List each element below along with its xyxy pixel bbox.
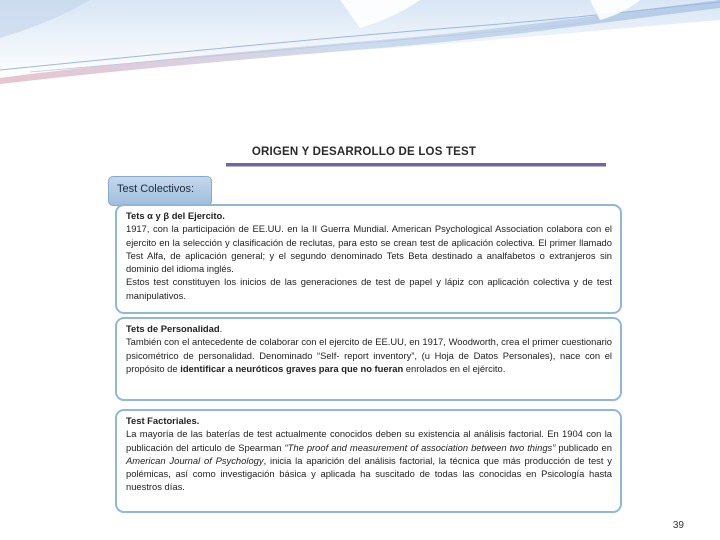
card-paragraph: 1917, con la participación de EE.UU. en la II Guerra Mundial. American Psychological Association colabora con el ejercito en la selección y clasificación de reclutas, para esto se crean test de aplicación colectiva. El primer llamado Test Alfa, de aplicación general; y el segundo denominado Tets Beta destinado a analfabetos o extranjeros sin dominio del idioma inglés. (126, 223, 612, 275)
card-text: La mayoría de las baterías de test actualmente conocidos deben su existencia al análisis factorial. En 1904 con la publicación del articulo de Spearman (126, 428, 612, 453)
card-heading-suffix: . (219, 323, 223, 334)
page-title: ORIGEN Y DESARROLLO DE LOS TEST (251, 146, 477, 158)
card-test-factoriales (115, 409, 622, 513)
card-text: , inicia la aparición del análisis factorial, la técnica que más producción de test y polémicas, así como investigación básica y aplicada ha suscitado de todas las conocidas en Psicología hasta nuestros días. (126, 454, 612, 493)
card-paragraph (126, 335, 612, 375)
card-heading-text: Tets de Personalidad (126, 323, 220, 334)
page-number: 39 (672, 520, 684, 531)
card-text-bold: identificar a neuróticos graves para que no fueran (180, 362, 404, 374)
card-heading (126, 322, 612, 335)
card-text: publicado en (555, 441, 612, 453)
card-paragraph (126, 427, 612, 493)
card-heading: Tets α y β del Ejercito. (126, 210, 225, 221)
card-tets-personalidad (115, 317, 622, 401)
card-paragraph: Estos test constituyen los inicios de las generaciones de test de papel y lápiz con aplicación colectiva y de test manipulativos. (126, 276, 612, 301)
card-text-italic: “The proof and measurement of association between two things” (284, 441, 556, 453)
card-text-italic: American Journal of Psychology (126, 454, 264, 466)
card-text: También con el antecedente de colaborar con el ejercito de EE.UU, en 1917, Woodworth, crea el primer cuestionario psicométrico de personalidad. Denominado “Self- report inventory”, (u Hoja de Datos Personales), nace con el propósito de (126, 336, 612, 374)
header-swoosh-decoration (0, 0, 720, 100)
card-text: enrolados en el ejército. (403, 362, 506, 374)
title-underline (226, 163, 606, 167)
card-tets-alfa-beta (115, 204, 622, 314)
section-label: Test Colectivos: (108, 176, 212, 206)
slide-content-image (96, 130, 632, 522)
card-heading: Test Factoriales. (126, 415, 200, 426)
